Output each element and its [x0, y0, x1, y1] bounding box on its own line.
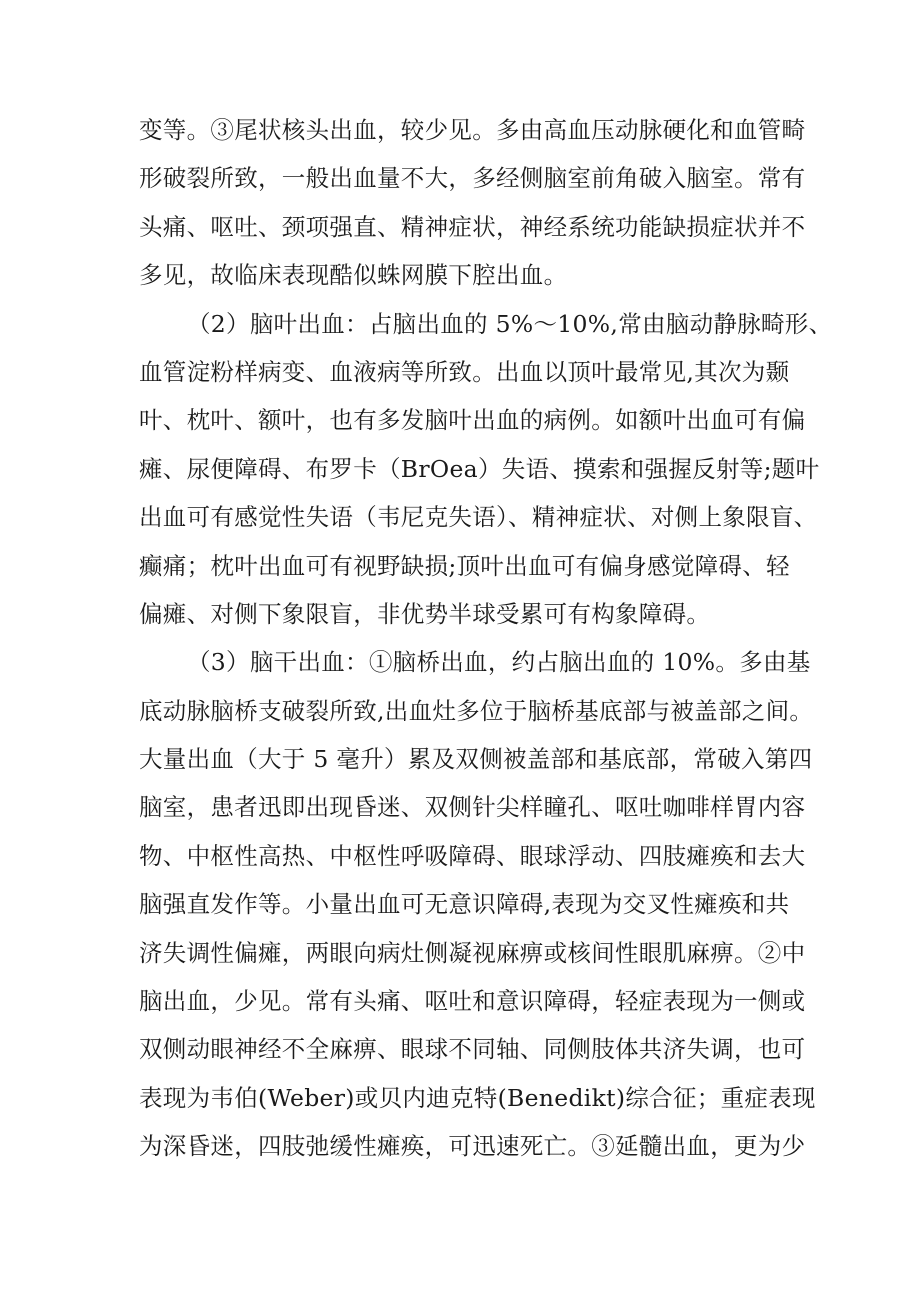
- text-line: 脑出血，少见。常有头痛、呕吐和意识障碍，轻症表现为一侧或: [139, 987, 806, 1016]
- paragraph-heading-line: （2）脑叶出血：占脑出血的 5%～10%,常由脑动静脉畸形、: [187, 309, 833, 338]
- text-line: 叶、枕叶、额叶，也有多发脑叶出血的病例。如额叶出血可有偏: [139, 406, 806, 435]
- paragraph-heading-line: （3）脑干出血：①脑桥出血，约占脑出血的 10%。多由基: [187, 648, 811, 677]
- text-line: 大量出血（大于 5 毫升）累及双侧被盖部和基底部，常破入第四: [139, 745, 813, 774]
- text-line: 多见，故临床表现酷似蛛网膜下腔出血。: [139, 261, 568, 290]
- text-line: 血管淀粉样病变、血液病等所致。出血以顶叶最常见,其次为颞: [139, 357, 790, 386]
- text-line: 癫痛；枕叶出血可有视野缺损;顶叶出血可有偏身感觉障碍、轻: [139, 551, 790, 580]
- text-line: 头痛、呕吐、颈项强直、精神症状，神经系统功能缺损症状并不: [139, 212, 806, 241]
- text-line: 形破裂所致，一般出血量不大，多经侧脑室前角破入脑室。常有: [139, 164, 806, 193]
- body-text: [139, 106, 833, 1171]
- text-line: 表现为韦伯(Weber)或贝内迪克特(Benedikt)综合征；重症表现: [139, 1083, 816, 1112]
- text-line: 为深昏迷，四肢弛缓性瘫痪，可迅速死亡。③延髓出血，更为少: [139, 1132, 806, 1161]
- text-line: 脑室，患者迅即出现昏迷、双侧针尖样瞳孔、呕吐咖啡样胃内容: [139, 793, 806, 822]
- text-line: 济失调性偏瘫，两眼向病灶侧凝视麻痹或核间性眼肌麻痹。②中: [139, 938, 806, 967]
- text-line: 物、中枢性高热、中枢性呼吸障碍、眼球浮动、四肢瘫痪和去大: [139, 841, 806, 870]
- text-line: 瘫、尿便障碍、布罗卡（BrOea）失语、摸索和强握反射等;题叶: [139, 454, 820, 483]
- text-line: 出血可有感觉性失语（韦尼克失语）、精神症状、对侧上象限盲、: [139, 503, 818, 532]
- text-line: 变等。③尾状核头出血，较少见。多由高血压动脉硬化和血管畸: [139, 116, 806, 144]
- text-line: 偏瘫、对侧下象限盲，非优势半球受累可有构象障碍。: [139, 599, 711, 628]
- text-line: 双侧动眼神经不全麻痹、眼球不同轴、同侧肢体共济失调，也可: [139, 1035, 806, 1064]
- text-line: 脑强直发作等。小量出血可无意识障碍,表现为交叉性瘫痪和共: [139, 890, 790, 919]
- text-line: 底动脉脑桥支破裂所致,出血灶多位于脑桥基底部与被盖部之间。: [139, 696, 814, 725]
